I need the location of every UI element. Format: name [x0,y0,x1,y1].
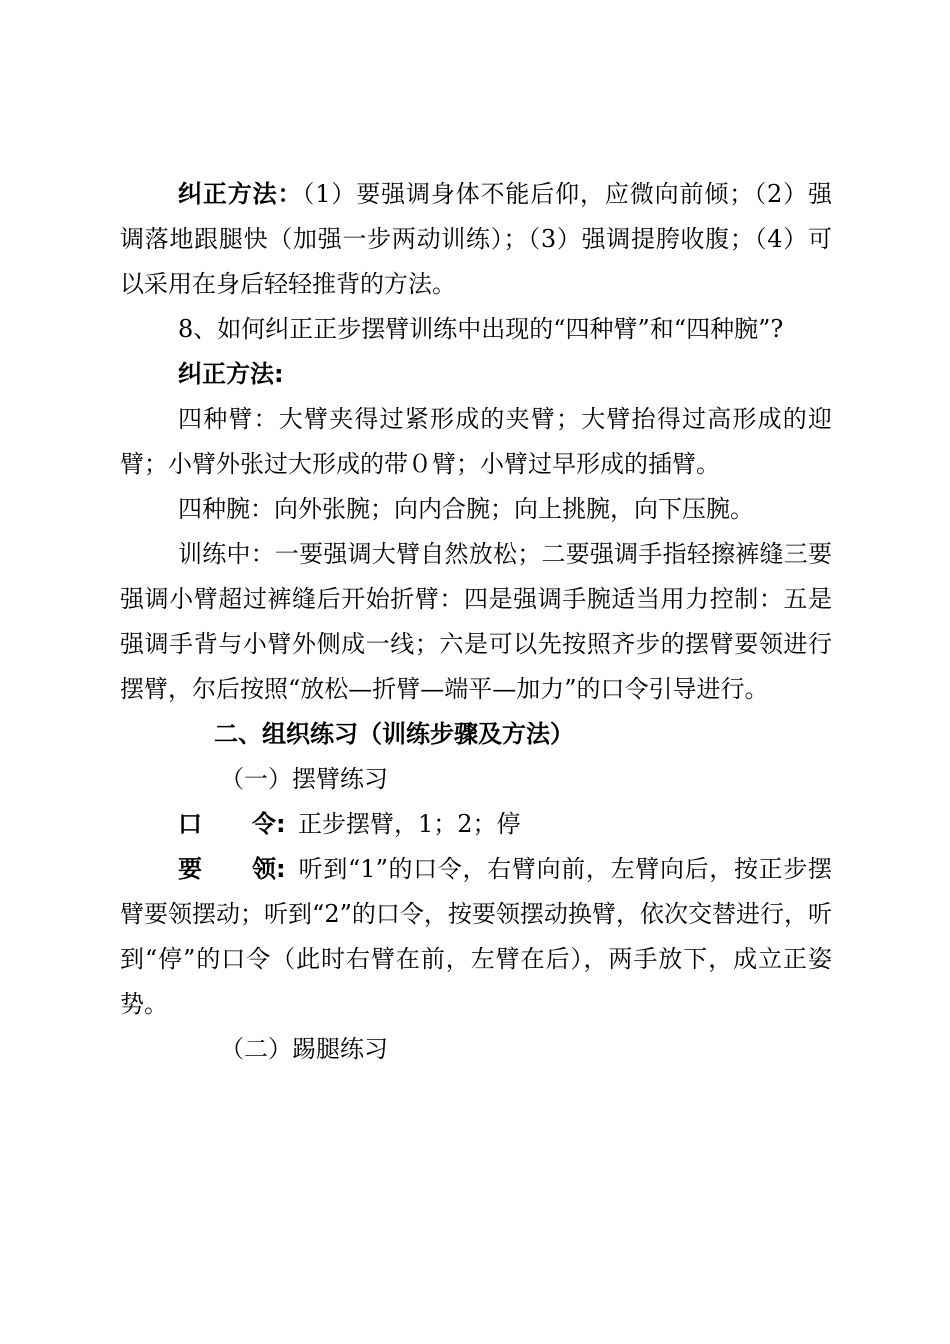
essentials-label-char-1: 要 [178,855,202,883]
subsection-1-heading: （一）摆臂练习 [220,765,388,793]
essentials-text: 听到“1”的口令，右臂向前，左臂向后，按正步摆臂要领摆动；听到“2”的口令，按要领摆动换臂，依次交替进行，听到“停”的口令（此时右臂在前，左臂在后），两手放下，成立正姿势。 [120,855,832,1018]
command-label-char-1: 口 [178,810,202,838]
essentials-label [178,847,298,892]
command-label [178,802,298,847]
correction-method-label: 纠正方法： [178,180,303,208]
correction-method-paragraph-1 [120,172,832,307]
four-arms-paragraph: 四种臂：大臂夹得过紧形成的夹臂；大臂抬得过高形成的迎臂；小臂外张过大形成的带０臂；小臂过早形成的插臂。 [120,405,832,478]
command-text: 正步摆臂，1；2；停 [298,810,521,838]
subsection-2-heading: （二）踢腿练习 [220,1035,388,1063]
command-label-char-2: 令: [252,810,286,838]
essentials-paragraph [120,847,832,1027]
training-paragraph: 训练中：一要强调大臂自然放松；二要强调手指轻擦裤缝三要强调小臂超过裤缝后开始折臂：四是强调手腕适当用力控制：五是强调手背与小臂外侧成一线；六是可以先按照齐步的摆臂要领进行摆臂，尔后按照“放松—折臂—端平—加力”的口令引导进行。 [120,540,832,703]
correction-method-text: （1）要强调身体不能后仰，应微向前倾；（2）强调落地跟腿快（加强一步两动训练）；（3）强调提胯收腹；（4）可以采用在身后轻轻推背的方法。 [120,180,832,298]
document-page [120,172,832,1072]
command-paragraph [120,802,832,847]
section-2-heading: 二、组织练习（训练步骤及方法） [214,720,574,748]
correction-method-heading: 纠正方法: [178,360,284,388]
question-8: 8、如何纠正正步摆臂训练中出现的“四种臂”和“四种腕”? [178,315,784,343]
essentials-label-char-2: 领: [252,855,286,883]
four-wrists-paragraph: 四种腕：向外张腕；向内合腕；向上挑腕，向下压腕。 [178,495,754,523]
